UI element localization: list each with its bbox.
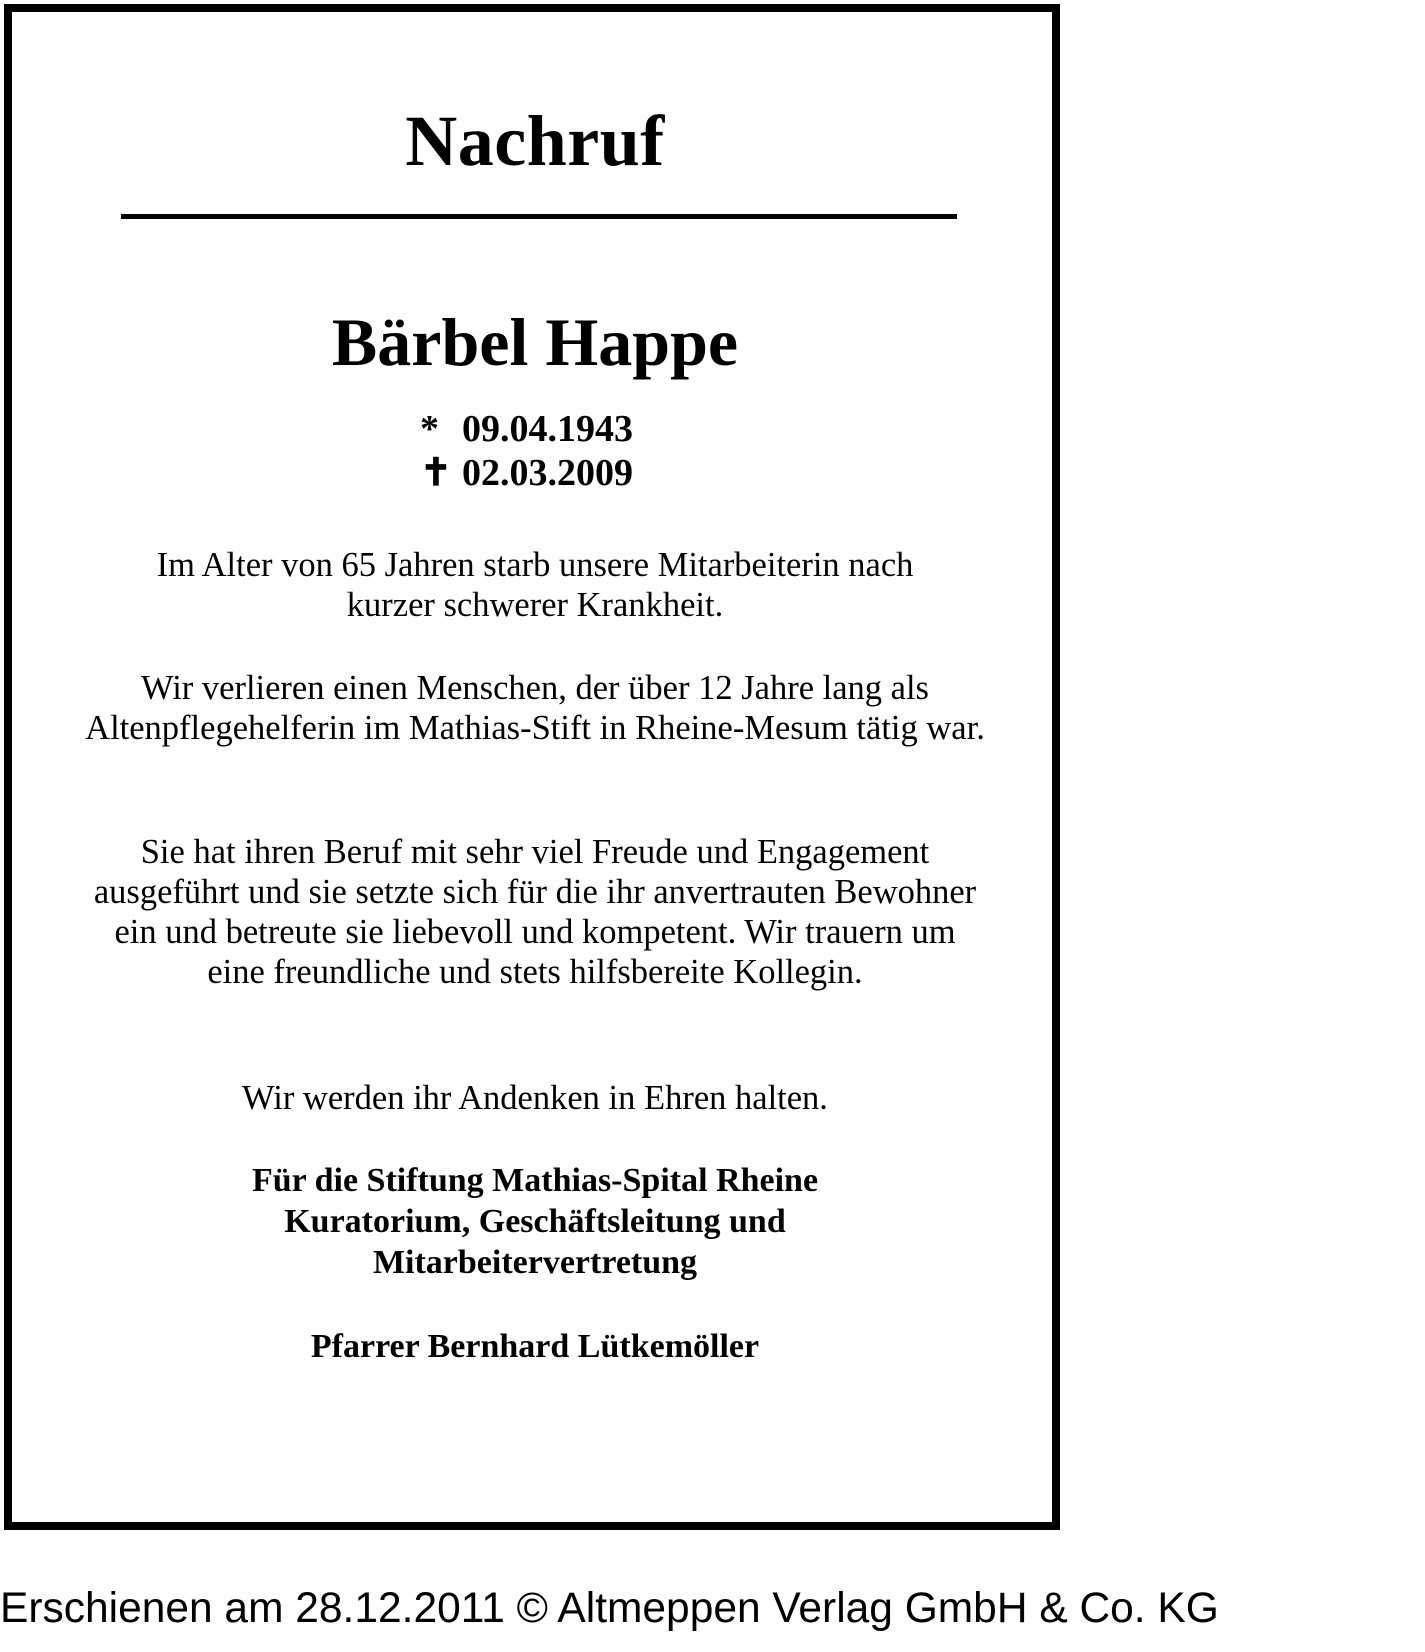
signatory-line: Pfarrer Bernhard Lütkemöller xyxy=(310,1328,760,1365)
birth-star-icon: * xyxy=(420,408,439,450)
paragraph-line: ein und betreute sie liebevoll und kompetent. Wir trauern um xyxy=(114,913,956,951)
paragraph-line: ausgeführt und sie setzte sich für die ihr anvertrauten Bewohner xyxy=(93,873,977,911)
paragraph-line: kurzer schwerer Krankheit. xyxy=(346,586,724,624)
paragraph-line: Sie hat ihren Beruf mit sehr viel Freude und Engagement xyxy=(140,833,930,871)
heading-divider xyxy=(121,214,957,219)
paragraph-line: eine freundliche und stets hilfsbereite Kollegin. xyxy=(207,953,863,991)
birth-date: 09.04.1943 xyxy=(462,408,633,450)
signatory-line: Kuratorium, Geschäftsleitung und xyxy=(284,1203,786,1240)
signatory-line: Mitarbeitervertretung xyxy=(372,1244,698,1281)
death-date: 02.03.2009 xyxy=(462,452,633,494)
publication-footer: Erschienen am 28.12.2011 © Altmeppen Verlag GmbH & Co. KG xyxy=(0,1585,1219,1632)
birth-date-line xyxy=(420,410,633,448)
paragraph-line: Wir verlieren einen Menschen, der über 12 Jahre lang als xyxy=(141,669,929,707)
signatory-pastor xyxy=(0,1326,1070,1367)
paragraph-line: Altenpflegehelferin im Mathias-Stift in Rheine-Mesum tätig war. xyxy=(85,709,985,747)
death-cross-icon: ✝ xyxy=(420,452,452,494)
death-date-line xyxy=(420,454,633,492)
signatory-line: Für die Stiftung Mathias-Spital Rheine xyxy=(251,1162,819,1199)
signatory-foundation xyxy=(0,1160,1070,1283)
paragraph-age xyxy=(0,545,1070,625)
deceased-name: Bärbel Happe xyxy=(331,304,739,380)
paragraph-tribute xyxy=(0,832,1070,992)
paragraph-line: Im Alter von 65 Jahren starb unsere Mitarbeiterin nach xyxy=(156,546,914,584)
obituary-frame xyxy=(4,4,1060,1530)
paragraph-tenure xyxy=(0,668,1070,748)
paragraph-line: Wir werden ihr Andenken in Ehren halten. xyxy=(242,1079,828,1117)
paragraph-remembrance xyxy=(0,1078,1070,1118)
obituary-heading: Nachruf xyxy=(405,101,665,181)
